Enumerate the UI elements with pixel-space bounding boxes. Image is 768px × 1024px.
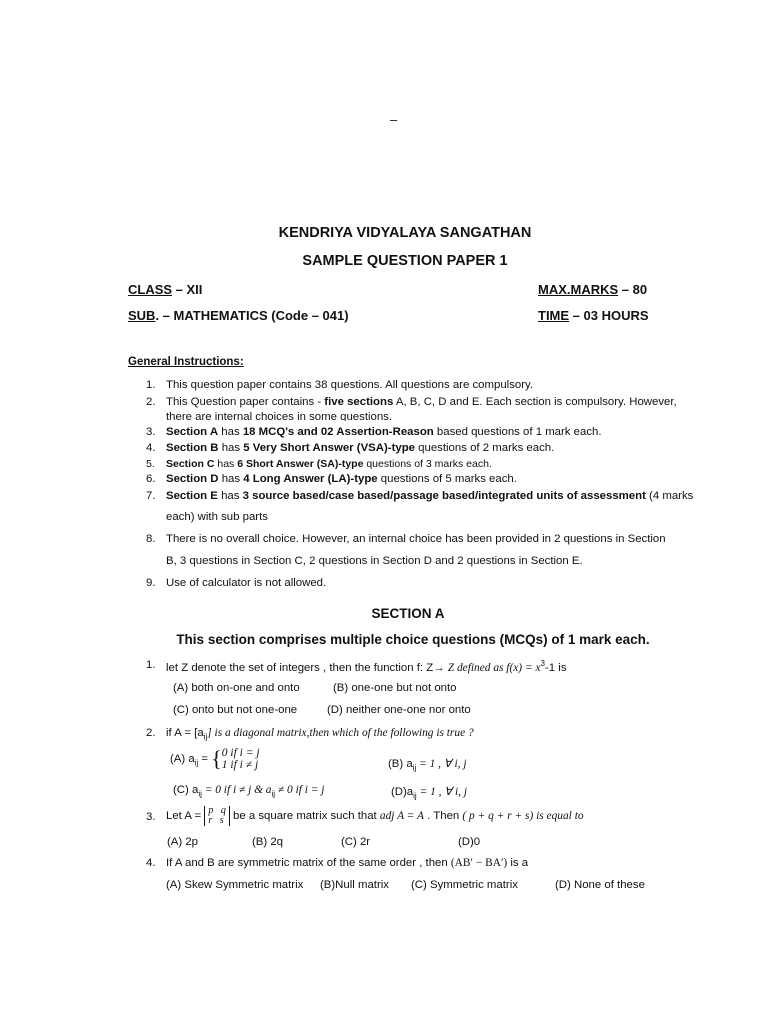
option-c: (C) $a_{ij} = 0$ if i ≠ j & $a_{ij} \ne 0$ if i = j <box>173 784 325 799</box>
instruction-text-continued: B, 3 questions in Section C, 2 questions in Section D and 2 questions in Section E. <box>166 555 583 567</box>
instruction-text: Section C has 6 Short Answer (SA)-type questions of 3 marks each. <box>166 458 492 470</box>
instruction-number: 6. <box>146 473 156 485</box>
instruction-text: This question paper contains 38 questions. All questions are compulsory. <box>166 379 534 391</box>
max-marks-value: – 80 <box>618 282 648 297</box>
org-title: KENDRIYA VIDYALAYA SANGATHAN <box>278 225 532 241</box>
instruction-number: 3. <box>146 426 156 438</box>
option-d: (D)0 <box>458 836 481 848</box>
option-d: (D) None of these <box>555 879 645 891</box>
option-b: (B) one-one but not onto <box>333 682 457 694</box>
subject-label: SUB <box>128 308 156 323</box>
question-text: if $A = [a_{ij}]$ is a diagonal matrix,then which of the following is true ? <box>166 727 474 742</box>
max-marks-label: MAX.MARKS <box>538 282 619 297</box>
question-number: 4. <box>146 857 156 869</box>
question-number: 1. <box>146 659 156 671</box>
instruction-number: 4. <box>146 442 156 454</box>
option-d: $(D)a_{ij} = 1$ , ∀ i, j <box>391 786 468 801</box>
option-a: (A) $a_{ij}$ = { 0 if i = j 1 if i ≠ j <box>170 746 260 771</box>
left-brace-icon: { <box>211 746 222 771</box>
instruction-text: There is no overall choice. However, an internal choice has been provided in 2 questions in Section <box>166 533 666 545</box>
instruction-text: Section D has 4 Long Answer (LA)-type questions of 5 marks each. <box>166 473 517 485</box>
question-text: let Z denote the set of integers , then the function f: Z→ Z defined as $f(x) = x^3-1$ is <box>166 659 567 674</box>
option-b: (B) 2q <box>252 836 284 848</box>
class-value: – XII <box>172 282 203 297</box>
max-marks-line <box>538 282 647 297</box>
instruction-text: Section E has 3 source based/case based/passage based/integrated units of assessment (4 marks <box>166 490 694 502</box>
instruction-text: This Question paper contains - five sections A, B, C, D and E. Each section is compulsory. However, <box>166 396 677 408</box>
question-number: 2. <box>146 727 156 739</box>
option-a: (A) Skew Symmetric matrix <box>166 879 304 891</box>
section-a-title: SECTION A <box>371 606 445 621</box>
piecewise-cases: 0 if i = j 1 if i ≠ j <box>221 747 260 771</box>
option-a: (A) both on-one and onto <box>173 682 300 694</box>
page-mark: – <box>390 112 398 127</box>
instruction-text-continued: there are internal choices in some questions. <box>166 411 393 421</box>
option-c: (C) onto but not one-one <box>173 704 298 716</box>
instruction-text: Use of calculator is not allowed. <box>166 577 327 589</box>
instruction-text: Section B has 5 Very Short Answer (VSA)-type questions of 2 marks each. <box>166 442 555 454</box>
option-d: (D) neither one-one nor onto <box>327 704 471 716</box>
instruction-number: 8. <box>146 533 156 545</box>
question-number: 3. <box>146 811 156 823</box>
paper-title: SAMPLE QUESTION PAPER 1 <box>302 253 508 269</box>
subject-value: . – MATHEMATICS (Code – 041) <box>155 308 349 323</box>
option-b: (B)Null matrix <box>320 879 389 891</box>
instruction-number: 2. <box>146 396 156 408</box>
class-line <box>128 282 202 297</box>
time-value: – 03 HOURS <box>569 308 649 323</box>
instructions-heading: General Instructions: <box>128 356 244 368</box>
instruction-text-continued: each) with sub parts <box>166 511 268 523</box>
time-line <box>538 308 649 323</box>
instruction-number: 7. <box>146 490 156 502</box>
question-text: Let A = p q r s be a square matrix such that adj A = A . Then ( p + q + r + s) is equal to <box>166 805 584 826</box>
instruction-text: Section A has 18 MCQ's and 02 Assertion-Reason based questions of 1 mark each. <box>166 426 602 438</box>
matrix-a: p q r s <box>204 806 230 826</box>
question-text: If A and B are symmetric matrix of the same order , then (AB′ − BA′) is a <box>166 857 529 869</box>
class-label: CLASS <box>128 282 173 297</box>
option-c: (C) Symmetric matrix <box>411 879 518 891</box>
instruction-number: 5. <box>146 458 155 470</box>
instruction-number: 1. <box>146 379 156 391</box>
option-a: (A) 2p <box>167 836 199 848</box>
instruction-number: 9. <box>146 577 156 589</box>
option-c: (C) 2r <box>341 836 371 848</box>
section-a-subtitle: This section comprises multiple choice questions (MCQs) of 1 mark each. <box>176 632 650 647</box>
option-b: (B) $a_{ij} = 1$ , ∀ i, j <box>388 758 467 773</box>
subject-line <box>128 308 349 323</box>
time-label: TIME <box>538 308 570 323</box>
